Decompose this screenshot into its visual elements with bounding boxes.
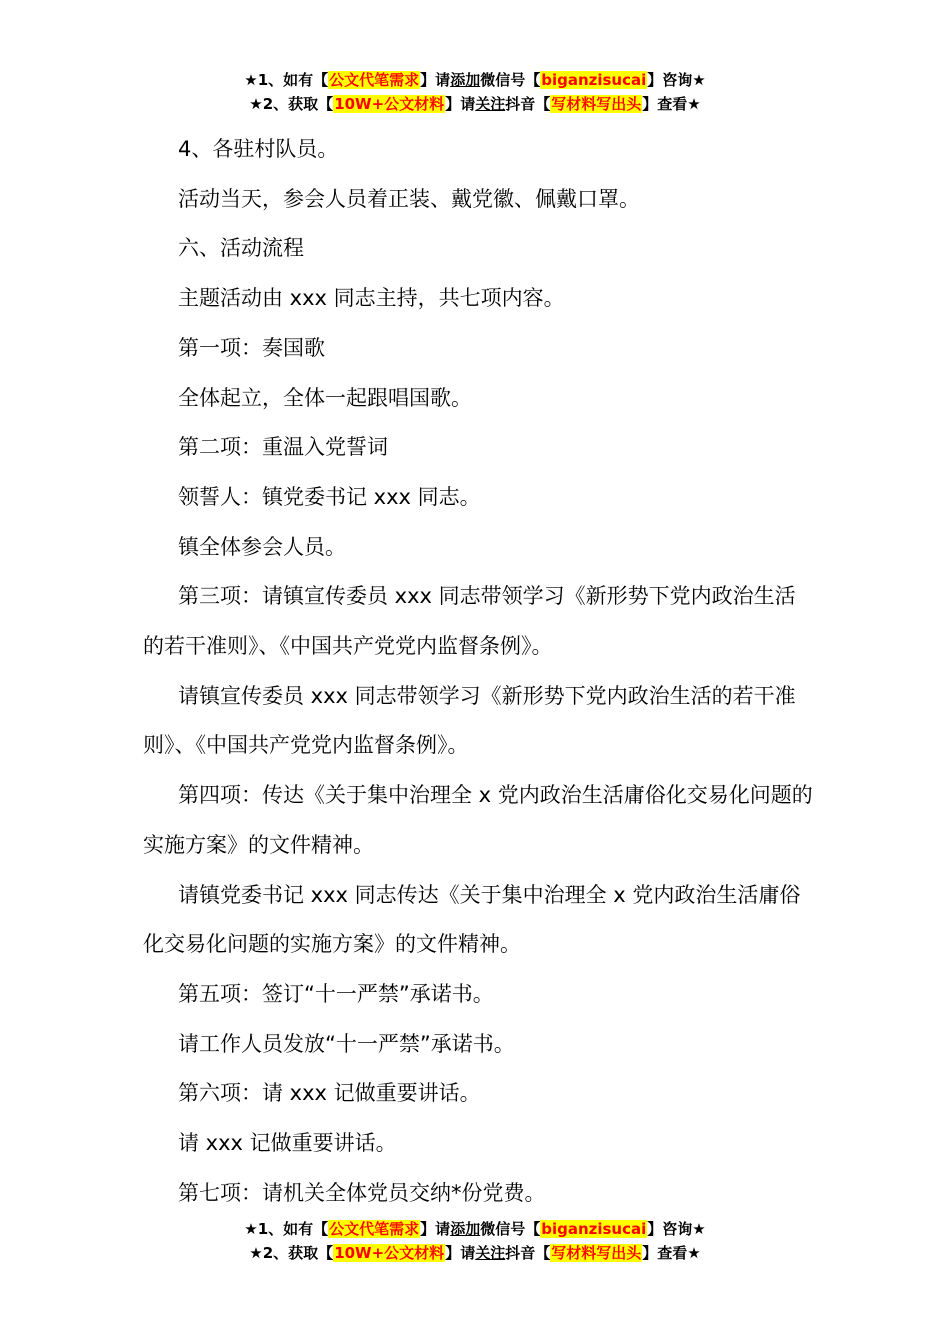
banner-line-2: ★2、获取【10W+公文材料】请关注抖音【写材料写出头】查看★ (249, 95, 701, 113)
highlight-wechat-id: biganzisucai (541, 1220, 647, 1238)
highlight-wechat-id: biganzisucai (541, 71, 647, 89)
paragraph: 镇全体参会人员。 (178, 534, 346, 559)
item-heading: 第五项：签订“十一严禁”承诺书。 (178, 981, 494, 1006)
highlight-douyin: 写材料写出头 (551, 95, 642, 113)
item-heading: 第三项：请镇宣传委员 xxx 同志带领学习《新形势下党内政治生活的若干准则》、《中国共产党党内监督条例》。 (143, 584, 796, 659)
highlight-douyin: 写材料写出头 (551, 1244, 642, 1262)
paragraph: 请镇党委书记 xxx 同志传达《关于集中治理全 x 党内政治生活庸俗化交易化问题的实施方案》的文件精神。 (143, 882, 801, 957)
highlight-service: 公文代笔需求 (329, 1220, 420, 1238)
banner-line-1: ★1、如有【公文代笔需求】请添加微信号【biganzisucai】咨询★ (244, 71, 706, 89)
paragraph: 请 xxx 记做重要讲话。 (178, 1131, 397, 1156)
paragraph: 活动当天，参会人员着正装、戴党徽、佩戴口罩。 (178, 186, 640, 211)
document-body (143, 125, 813, 1218)
paragraph: 请镇宣传委员 xxx 同志带领学习《新形势下党内政治生活的若干准则》、《中国共产党党内监督条例》。 (143, 683, 796, 758)
highlight-service: 公文代笔需求 (329, 71, 420, 89)
paragraph: 领誓人：镇党委书记 xxx 同志。 (178, 484, 481, 509)
banner-line-1: ★1、如有【公文代笔需求】请添加微信号【biganzisucai】咨询★ (244, 1220, 706, 1238)
paragraph: 全体起立，全体一起跟唱国歌。 (178, 385, 472, 410)
paragraph: 请工作人员发放“十一严禁”承诺书。 (178, 1031, 515, 1056)
item-heading: 第七项：请机关全体党员交纳*份党费。 (178, 1180, 546, 1205)
highlight-materials: 10W+公文材料 (334, 95, 445, 113)
item-heading: 第一项：奏国歌 (178, 335, 325, 360)
item-heading: 第四项：传达《关于集中治理全 x 党内政治生活庸俗化交易化问题的实施方案》的文件精神。 (143, 783, 813, 857)
paragraph: 主题活动由 xxx 同志主持，共七项内容。 (178, 286, 565, 311)
banner-line-2: ★2、获取【10W+公文材料】请关注抖音【写材料写出头】查看★ (249, 1244, 701, 1262)
paragraph: 4、各驻村队员。 (178, 137, 339, 161)
item-heading: 第二项：重温入党誓词 (178, 435, 388, 460)
highlight-materials: 10W+公文材料 (334, 1244, 445, 1262)
item-heading: 第六项：请 xxx 记做重要讲话。 (178, 1081, 481, 1106)
footer-banner (0, 1217, 950, 1265)
header-banner (0, 68, 950, 116)
section-heading: 六、活动流程 (178, 236, 304, 261)
